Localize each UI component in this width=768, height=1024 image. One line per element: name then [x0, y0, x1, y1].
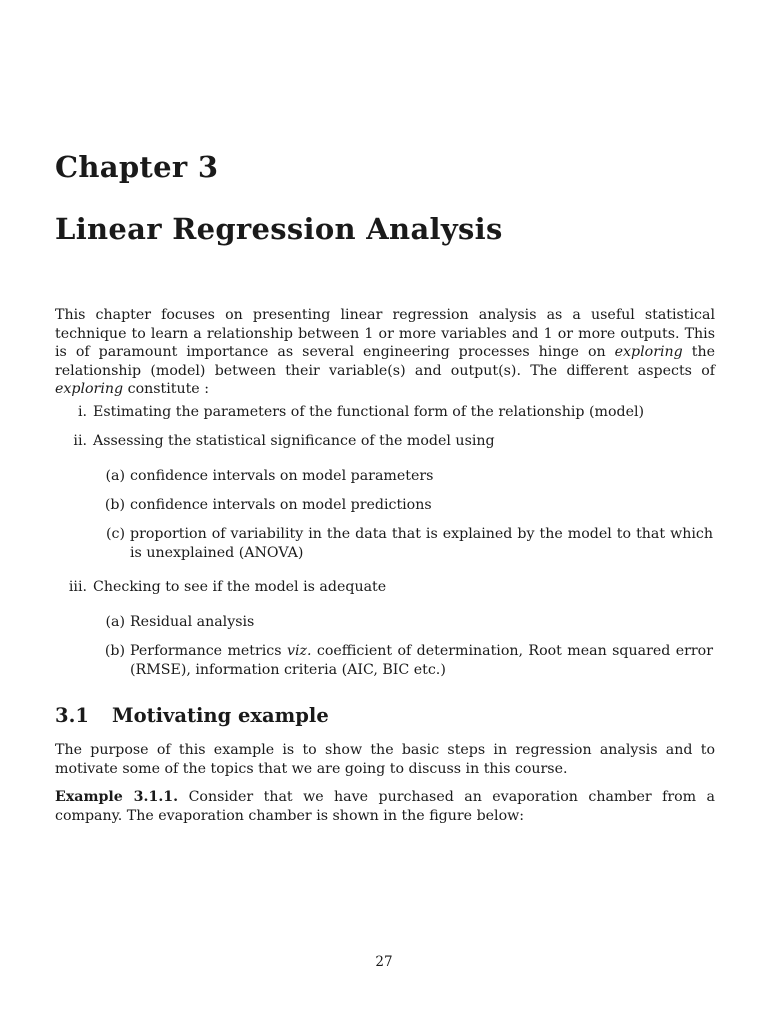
intro-text-3: constitute :	[123, 381, 209, 398]
sublist-item-text-pre: Performance metrics	[130, 643, 287, 659]
sublist-marker: (b)	[104, 497, 125, 513]
sublist-marker: (c)	[105, 526, 125, 542]
intro-emphasis-1: exploring	[614, 344, 683, 361]
sublist-marker: (b)	[104, 643, 125, 659]
intro-text-1: This chapter focuses on presenting linear regression analysis as a useful statistical technique to learn a relationship between 1 or more variables and 1 or more outputs. This is of paramount importance as several engineering processes hinge on	[55, 307, 715, 361]
page-number: 27	[375, 954, 393, 970]
sublist-marker: (a)	[105, 614, 125, 630]
chapter-title: Linear Regression Analysis	[55, 212, 503, 246]
list-marker: i.	[77, 404, 87, 420]
section-title: Motivating example	[112, 704, 329, 727]
example-paragraph	[55, 788, 715, 825]
sublist-item-text	[130, 642, 713, 679]
intro-paragraph	[55, 306, 715, 399]
sublist-item-emphasis: viz.	[286, 643, 312, 659]
intro-text-2: the relationship (model) between their variable(s) and output(s). The different aspects of	[55, 344, 715, 379]
list-marker: iii.	[68, 579, 87, 595]
sublist-item-text: proportion of variability in the data that is explained by the model to that which is unexplained (ANOVA)	[130, 526, 713, 561]
intro-emphasis-2: exploring	[55, 381, 124, 398]
sublist-item-text: confidence intervals on model parameters	[130, 468, 434, 484]
sublist-marker: (a)	[105, 468, 125, 484]
section-number: 3.1	[55, 704, 89, 727]
list-marker: ii.	[73, 433, 87, 449]
sublist-item-text: confidence intervals on model predictions	[130, 497, 432, 513]
sublist-item-text: Residual analysis	[130, 614, 255, 630]
example-text: Consider that we have purchased an evaporation chamber from a company. The evaporation chamber is shown in the figure below:	[55, 789, 716, 824]
list-item-text: Checking to see if the model is adequate	[93, 579, 387, 595]
section-heading	[55, 704, 329, 727]
list-item-text: Estimating the parameters of the functional form of the relationship (model)	[93, 404, 645, 420]
chapter-label: Chapter 3	[55, 150, 219, 184]
sublist-item-text-post: coefficient of determination, Root mean squared error (RMSE), information criteria (AIC, BIC etc.)	[130, 643, 713, 678]
list-item-text: Assessing the statistical significance of the model using	[93, 433, 495, 449]
purpose-paragraph: The purpose of this example is to show the basic steps in regression analysis and to motivate some of the topics that we are going to discuss in this course.	[55, 742, 715, 777]
example-label: Example 3.1.1.	[55, 789, 179, 805]
